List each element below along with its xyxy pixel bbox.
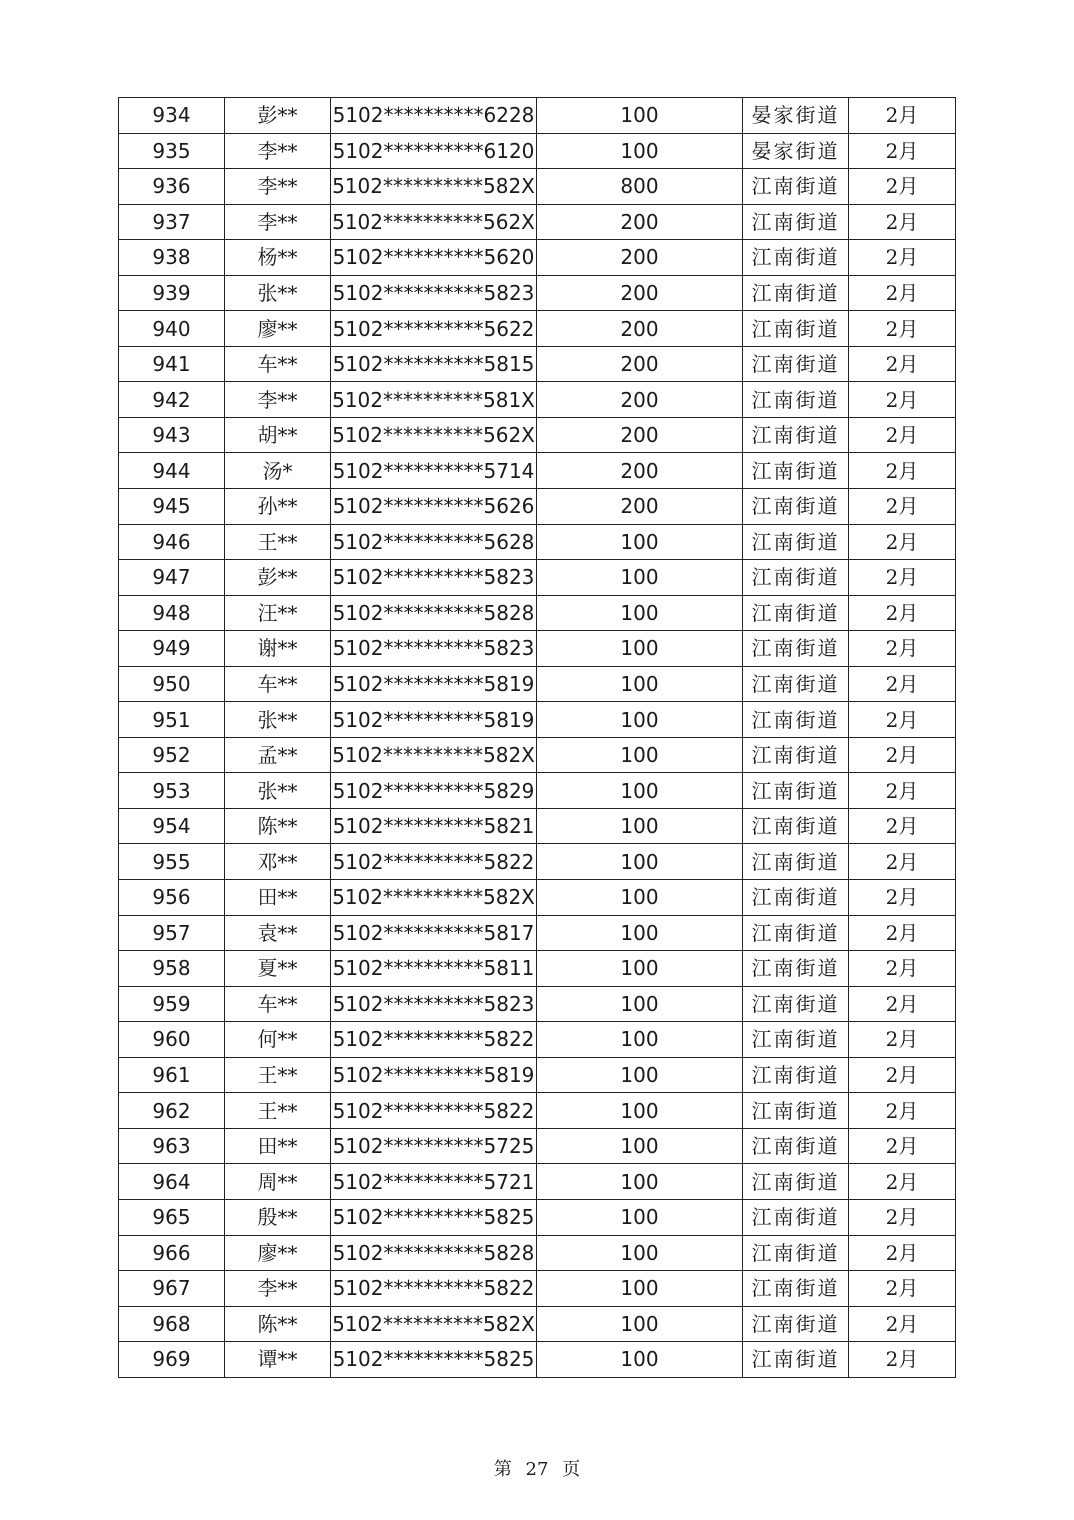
street-cell: 江南街道 xyxy=(743,1199,849,1235)
id-number-cell: 5102**********582X xyxy=(331,880,537,916)
id-number-cell: 5102**********5819 xyxy=(331,702,537,738)
month-cell: 2月 xyxy=(849,808,956,844)
id-number-cell: 5102**********5721 xyxy=(331,1164,537,1200)
amount-cell: 100 xyxy=(537,844,743,880)
table-row xyxy=(119,1022,956,1058)
month-cell: 2月 xyxy=(849,1022,956,1058)
serial-number-cell: 959 xyxy=(119,986,225,1022)
serial-number-cell: 935 xyxy=(119,133,225,169)
amount-cell: 100 xyxy=(537,1022,743,1058)
table-row xyxy=(119,1164,956,1200)
table-row xyxy=(119,880,956,916)
month-cell: 2月 xyxy=(849,98,956,134)
serial-number-cell: 939 xyxy=(119,275,225,311)
amount-cell: 100 xyxy=(537,1199,743,1235)
street-cell: 江南街道 xyxy=(743,524,849,560)
name-cell: 周** xyxy=(225,1164,331,1200)
serial-number-cell: 961 xyxy=(119,1057,225,1093)
amount-cell: 100 xyxy=(537,1342,743,1378)
amount-cell: 100 xyxy=(537,133,743,169)
month-cell: 2月 xyxy=(849,737,956,773)
street-cell: 江南街道 xyxy=(743,204,849,240)
name-cell: 彭** xyxy=(225,98,331,134)
month-cell: 2月 xyxy=(849,844,956,880)
amount-cell: 200 xyxy=(537,204,743,240)
street-cell: 江南街道 xyxy=(743,1271,849,1307)
table-row xyxy=(119,560,956,596)
month-cell: 2月 xyxy=(849,346,956,382)
id-number-cell: 5102**********5825 xyxy=(331,1342,537,1378)
street-cell: 江南街道 xyxy=(743,915,849,951)
id-number-cell: 5102**********5822 xyxy=(331,1271,537,1307)
street-cell: 江南街道 xyxy=(743,453,849,489)
month-cell: 2月 xyxy=(849,311,956,347)
table-row xyxy=(119,489,956,525)
serial-number-cell: 953 xyxy=(119,773,225,809)
serial-number-cell: 960 xyxy=(119,1022,225,1058)
street-cell: 江南街道 xyxy=(743,169,849,205)
street-cell: 江南街道 xyxy=(743,1164,849,1200)
amount-cell: 100 xyxy=(537,702,743,738)
id-number-cell: 5102**********5819 xyxy=(331,1057,537,1093)
table-row xyxy=(119,1057,956,1093)
street-cell: 江南街道 xyxy=(743,702,849,738)
serial-number-cell: 965 xyxy=(119,1199,225,1235)
id-number-cell: 5102**********5823 xyxy=(331,631,537,667)
amount-cell: 100 xyxy=(537,666,743,702)
id-number-cell: 5102**********5822 xyxy=(331,844,537,880)
table-row xyxy=(119,417,956,453)
month-cell: 2月 xyxy=(849,1057,956,1093)
id-number-cell: 5102**********6120 xyxy=(331,133,537,169)
serial-number-cell: 951 xyxy=(119,702,225,738)
table-row xyxy=(119,915,956,951)
name-cell: 陈** xyxy=(225,1306,331,1342)
table-row xyxy=(119,1342,956,1378)
month-cell: 2月 xyxy=(849,204,956,240)
amount-cell: 100 xyxy=(537,1271,743,1307)
table-row xyxy=(119,1093,956,1129)
table-row xyxy=(119,808,956,844)
name-cell: 车** xyxy=(225,986,331,1022)
table-row xyxy=(119,275,956,311)
serial-number-cell: 954 xyxy=(119,808,225,844)
month-cell: 2月 xyxy=(849,915,956,951)
amount-cell: 200 xyxy=(537,417,743,453)
serial-number-cell: 949 xyxy=(119,631,225,667)
street-cell: 江南街道 xyxy=(743,382,849,418)
month-cell: 2月 xyxy=(849,417,956,453)
table-row xyxy=(119,133,956,169)
id-number-cell: 5102**********5620 xyxy=(331,240,537,276)
month-cell: 2月 xyxy=(849,1342,956,1378)
amount-cell: 200 xyxy=(537,240,743,276)
street-cell: 江南街道 xyxy=(743,489,849,525)
street-cell: 江南街道 xyxy=(743,275,849,311)
amount-cell: 200 xyxy=(537,311,743,347)
id-number-cell: 5102**********5815 xyxy=(331,346,537,382)
table-row xyxy=(119,702,956,738)
table-row xyxy=(119,666,956,702)
street-cell: 江南街道 xyxy=(743,311,849,347)
table-row xyxy=(119,382,956,418)
amount-cell: 100 xyxy=(537,595,743,631)
id-number-cell: 5102**********5714 xyxy=(331,453,537,489)
id-number-cell: 5102**********5828 xyxy=(331,595,537,631)
table-row xyxy=(119,311,956,347)
street-cell: 江南街道 xyxy=(743,1128,849,1164)
amount-cell: 800 xyxy=(537,169,743,205)
name-cell: 田** xyxy=(225,1128,331,1164)
table-row xyxy=(119,595,956,631)
id-number-cell: 5102**********582X xyxy=(331,1306,537,1342)
name-cell: 田** xyxy=(225,880,331,916)
street-cell: 江南街道 xyxy=(743,1306,849,1342)
table-row xyxy=(119,240,956,276)
month-cell: 2月 xyxy=(849,275,956,311)
name-cell: 胡** xyxy=(225,417,331,453)
name-cell: 车** xyxy=(225,666,331,702)
table-row xyxy=(119,1199,956,1235)
serial-number-cell: 969 xyxy=(119,1342,225,1378)
roster-table-body xyxy=(119,98,956,1378)
id-number-cell: 5102**********582X xyxy=(331,737,537,773)
id-number-cell: 5102**********5828 xyxy=(331,1235,537,1271)
amount-cell: 100 xyxy=(537,986,743,1022)
roster-table xyxy=(118,97,956,1378)
page-footer-prefix: 第 xyxy=(493,1459,512,1480)
amount-cell: 100 xyxy=(537,1057,743,1093)
street-cell: 江南街道 xyxy=(743,1235,849,1271)
month-cell: 2月 xyxy=(849,986,956,1022)
month-cell: 2月 xyxy=(849,1128,956,1164)
street-cell: 江南街道 xyxy=(743,880,849,916)
name-cell: 廖** xyxy=(225,311,331,347)
serial-number-cell: 938 xyxy=(119,240,225,276)
amount-cell: 100 xyxy=(537,1093,743,1129)
name-cell: 杨** xyxy=(225,240,331,276)
table-row xyxy=(119,631,956,667)
street-cell: 晏家街道 xyxy=(743,133,849,169)
street-cell: 江南街道 xyxy=(743,773,849,809)
roster-table-container xyxy=(118,97,955,1378)
month-cell: 2月 xyxy=(849,595,956,631)
serial-number-cell: 963 xyxy=(119,1128,225,1164)
name-cell: 谭** xyxy=(225,1342,331,1378)
table-row xyxy=(119,986,956,1022)
month-cell: 2月 xyxy=(849,666,956,702)
month-cell: 2月 xyxy=(849,524,956,560)
table-row xyxy=(119,453,956,489)
id-number-cell: 5102**********562X xyxy=(331,417,537,453)
amount-cell: 200 xyxy=(537,382,743,418)
table-row xyxy=(119,204,956,240)
id-number-cell: 5102**********5626 xyxy=(331,489,537,525)
name-cell: 王** xyxy=(225,524,331,560)
name-cell: 殷** xyxy=(225,1199,331,1235)
id-number-cell: 5102**********5817 xyxy=(331,915,537,951)
name-cell: 孙** xyxy=(225,489,331,525)
amount-cell: 100 xyxy=(537,951,743,987)
street-cell: 江南街道 xyxy=(743,844,849,880)
month-cell: 2月 xyxy=(849,133,956,169)
month-cell: 2月 xyxy=(849,631,956,667)
id-number-cell: 5102**********5823 xyxy=(331,275,537,311)
page-number: 27 xyxy=(525,1459,549,1480)
name-cell: 廖** xyxy=(225,1235,331,1271)
table-row xyxy=(119,1271,956,1307)
serial-number-cell: 942 xyxy=(119,382,225,418)
amount-cell: 200 xyxy=(537,275,743,311)
amount-cell: 100 xyxy=(537,524,743,560)
name-cell: 张** xyxy=(225,275,331,311)
amount-cell: 100 xyxy=(537,98,743,134)
street-cell: 江南街道 xyxy=(743,1342,849,1378)
id-number-cell: 5102**********5628 xyxy=(331,524,537,560)
name-cell: 袁** xyxy=(225,915,331,951)
name-cell: 彭** xyxy=(225,560,331,596)
month-cell: 2月 xyxy=(849,1093,956,1129)
amount-cell: 100 xyxy=(537,915,743,951)
id-number-cell: 5102**********5811 xyxy=(331,951,537,987)
serial-number-cell: 967 xyxy=(119,1271,225,1307)
name-cell: 何** xyxy=(225,1022,331,1058)
serial-number-cell: 940 xyxy=(119,311,225,347)
street-cell: 江南街道 xyxy=(743,951,849,987)
id-number-cell: 5102**********5829 xyxy=(331,773,537,809)
serial-number-cell: 950 xyxy=(119,666,225,702)
id-number-cell: 5102**********5819 xyxy=(331,666,537,702)
serial-number-cell: 945 xyxy=(119,489,225,525)
street-cell: 江南街道 xyxy=(743,240,849,276)
street-cell: 江南街道 xyxy=(743,1093,849,1129)
month-cell: 2月 xyxy=(849,453,956,489)
amount-cell: 100 xyxy=(537,808,743,844)
name-cell: 李** xyxy=(225,204,331,240)
name-cell: 陈** xyxy=(225,808,331,844)
id-number-cell: 5102**********582X xyxy=(331,169,537,205)
name-cell: 汪** xyxy=(225,595,331,631)
table-row xyxy=(119,346,956,382)
amount-cell: 100 xyxy=(537,1235,743,1271)
name-cell: 王** xyxy=(225,1093,331,1129)
table-row xyxy=(119,1128,956,1164)
id-number-cell: 5102**********5823 xyxy=(331,986,537,1022)
serial-number-cell: 934 xyxy=(119,98,225,134)
name-cell: 李** xyxy=(225,133,331,169)
name-cell: 邓** xyxy=(225,844,331,880)
street-cell: 晏家街道 xyxy=(743,98,849,134)
id-number-cell: 5102**********5725 xyxy=(331,1128,537,1164)
serial-number-cell: 952 xyxy=(119,737,225,773)
month-cell: 2月 xyxy=(849,951,956,987)
id-number-cell: 5102**********5825 xyxy=(331,1199,537,1235)
id-number-cell: 5102**********5822 xyxy=(331,1022,537,1058)
amount-cell: 200 xyxy=(537,346,743,382)
table-row xyxy=(119,98,956,134)
street-cell: 江南街道 xyxy=(743,737,849,773)
amount-cell: 100 xyxy=(537,737,743,773)
id-number-cell: 5102**********562X xyxy=(331,204,537,240)
amount-cell: 200 xyxy=(537,489,743,525)
month-cell: 2月 xyxy=(849,240,956,276)
name-cell: 张** xyxy=(225,702,331,738)
serial-number-cell: 937 xyxy=(119,204,225,240)
month-cell: 2月 xyxy=(849,1306,956,1342)
serial-number-cell: 966 xyxy=(119,1235,225,1271)
street-cell: 江南街道 xyxy=(743,1057,849,1093)
amount-cell: 200 xyxy=(537,453,743,489)
id-number-cell: 5102**********5821 xyxy=(331,808,537,844)
table-row xyxy=(119,524,956,560)
street-cell: 江南街道 xyxy=(743,986,849,1022)
amount-cell: 100 xyxy=(537,1306,743,1342)
name-cell: 李** xyxy=(225,382,331,418)
serial-number-cell: 941 xyxy=(119,346,225,382)
street-cell: 江南街道 xyxy=(743,1022,849,1058)
month-cell: 2月 xyxy=(849,1235,956,1271)
month-cell: 2月 xyxy=(849,773,956,809)
serial-number-cell: 962 xyxy=(119,1093,225,1129)
name-cell: 夏** xyxy=(225,951,331,987)
amount-cell: 100 xyxy=(537,880,743,916)
table-row xyxy=(119,1306,956,1342)
month-cell: 2月 xyxy=(849,1164,956,1200)
month-cell: 2月 xyxy=(849,1271,956,1307)
street-cell: 江南街道 xyxy=(743,631,849,667)
serial-number-cell: 958 xyxy=(119,951,225,987)
serial-number-cell: 964 xyxy=(119,1164,225,1200)
serial-number-cell: 944 xyxy=(119,453,225,489)
page-footer xyxy=(0,1455,1074,1481)
month-cell: 2月 xyxy=(849,880,956,916)
street-cell: 江南街道 xyxy=(743,346,849,382)
amount-cell: 100 xyxy=(537,1164,743,1200)
name-cell: 李** xyxy=(225,169,331,205)
month-cell: 2月 xyxy=(849,489,956,525)
table-row xyxy=(119,169,956,205)
id-number-cell: 5102**********581X xyxy=(331,382,537,418)
id-number-cell: 5102**********6228 xyxy=(331,98,537,134)
id-number-cell: 5102**********5822 xyxy=(331,1093,537,1129)
name-cell: 车** xyxy=(225,346,331,382)
name-cell: 李** xyxy=(225,1271,331,1307)
serial-number-cell: 956 xyxy=(119,880,225,916)
month-cell: 2月 xyxy=(849,169,956,205)
month-cell: 2月 xyxy=(849,702,956,738)
table-row xyxy=(119,844,956,880)
month-cell: 2月 xyxy=(849,1199,956,1235)
page-footer-suffix: 页 xyxy=(562,1459,581,1480)
amount-cell: 100 xyxy=(537,773,743,809)
table-row xyxy=(119,951,956,987)
serial-number-cell: 957 xyxy=(119,915,225,951)
serial-number-cell: 955 xyxy=(119,844,225,880)
name-cell: 王** xyxy=(225,1057,331,1093)
street-cell: 江南街道 xyxy=(743,808,849,844)
street-cell: 江南街道 xyxy=(743,560,849,596)
name-cell: 汤* xyxy=(225,453,331,489)
serial-number-cell: 948 xyxy=(119,595,225,631)
serial-number-cell: 946 xyxy=(119,524,225,560)
id-number-cell: 5102**********5622 xyxy=(331,311,537,347)
month-cell: 2月 xyxy=(849,382,956,418)
table-row xyxy=(119,1235,956,1271)
table-row xyxy=(119,737,956,773)
serial-number-cell: 943 xyxy=(119,417,225,453)
name-cell: 孟** xyxy=(225,737,331,773)
name-cell: 谢** xyxy=(225,631,331,667)
amount-cell: 100 xyxy=(537,560,743,596)
serial-number-cell: 947 xyxy=(119,560,225,596)
serial-number-cell: 968 xyxy=(119,1306,225,1342)
serial-number-cell: 936 xyxy=(119,169,225,205)
amount-cell: 100 xyxy=(537,1128,743,1164)
street-cell: 江南街道 xyxy=(743,666,849,702)
street-cell: 江南街道 xyxy=(743,595,849,631)
street-cell: 江南街道 xyxy=(743,417,849,453)
name-cell: 张** xyxy=(225,773,331,809)
amount-cell: 100 xyxy=(537,631,743,667)
table-row xyxy=(119,773,956,809)
id-number-cell: 5102**********5823 xyxy=(331,560,537,596)
month-cell: 2月 xyxy=(849,560,956,596)
